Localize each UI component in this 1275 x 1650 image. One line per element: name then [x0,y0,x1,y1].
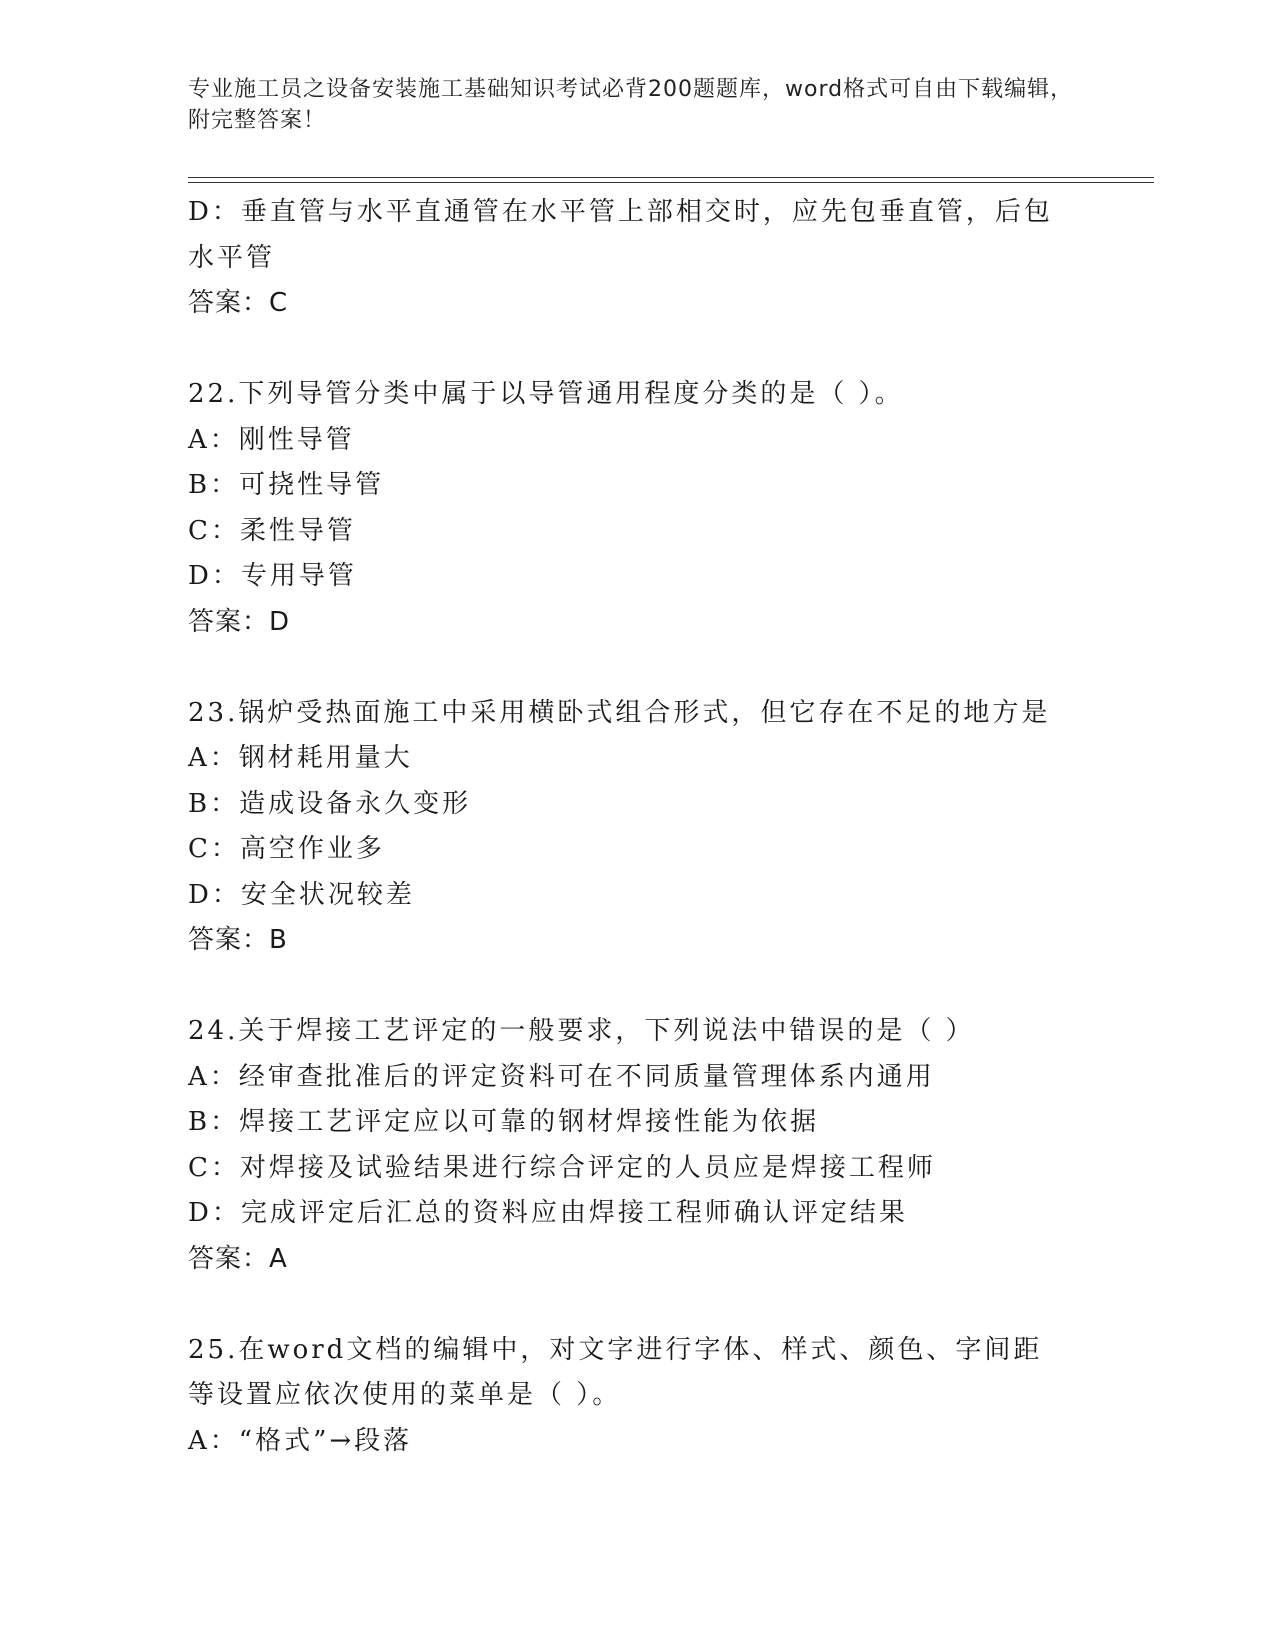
option-a: A：钢材耗用量大 [188,743,413,773]
option-d: D：专用导管 [188,561,357,591]
answer-label: 答案： [188,1243,270,1274]
option-a: A：经审查批准后的评定资料可在不同质量管理体系内通用 [188,1061,935,1092]
option-b: B：造成设备永久变形 [188,788,472,819]
option-c: C：柔性导管 [188,515,356,546]
answer-value: A [269,1243,288,1274]
page-header: 专业施工员之设备安装施工基础知识考试必背200题题库，word格式可自由下载编辑，附完整答案！ [188,77,1074,133]
option-c: C：高空作业多 [188,834,385,864]
header-rule-bottom [188,182,1154,183]
answer-value: D [269,606,291,637]
answer-label: 答案： [188,925,270,955]
answer-line [188,281,1088,327]
answer-line [188,1237,1088,1283]
answer-label: 答案： [188,606,270,637]
answer-label: 答案： [188,288,270,318]
option-a: A：刚性导管 [188,424,355,455]
option-a: A：“格式”→段落 [188,1425,413,1456]
question-content [188,190,1088,1464]
option-b: B：可挠性导管 [188,470,385,500]
question-stem: 22.下列导管分类中属于以导管通用程度分类的是（ ）。 [188,379,904,409]
option-d: D：垂直管与水平直通管在水平管上部相交时，应先包垂直管，后包水平管 [188,197,1053,273]
question-stem: 24.关于焊接工艺评定的一般要求，下列说法中错误的是（ ） [188,1016,975,1046]
option-b: B：焊接工艺评定应以可靠的钢材焊接性能为依据 [188,1107,820,1137]
answer-value: B [269,925,288,955]
option-d: D：完成评定后汇总的资料应由焊接工程师确认评定结果 [188,1198,908,1228]
answer-line [188,600,1088,646]
option-d: D：安全状况较差 [188,879,415,910]
question-stem: 25.在word文档的编辑中，对文字进行字体、样式、颜色、字间距等设置应依次使用的菜单是（ ）。 [188,1334,1043,1410]
answer-value: C [269,288,289,318]
answer-line [188,918,1088,964]
question-stem: 23.锅炉受热面施工中采用横卧式组合形式，但它存在不足的地方是 [188,697,1051,728]
option-c: C：对焊接及试验结果进行综合评定的人员应是焊接工程师 [188,1152,936,1183]
header-rule-top [188,177,1154,178]
